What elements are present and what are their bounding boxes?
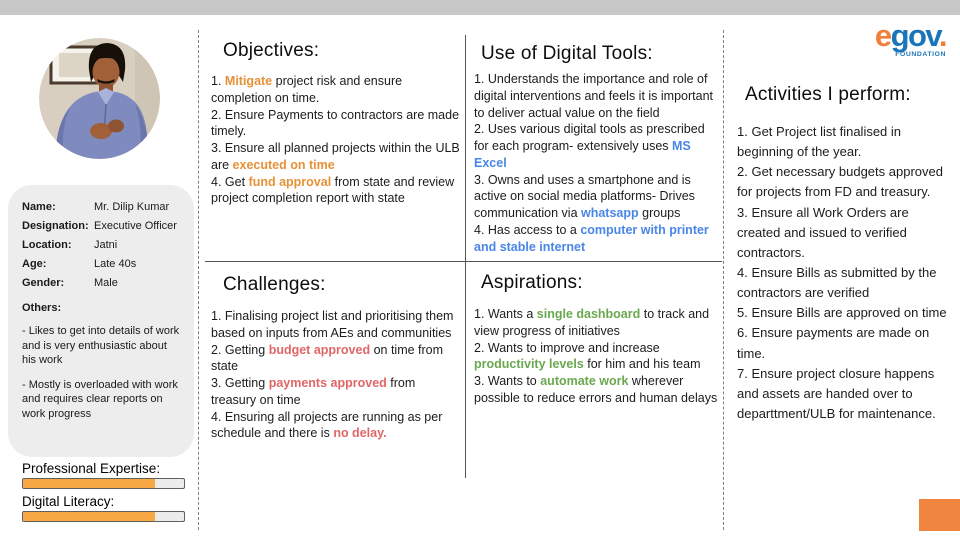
divider-horizontal [205, 261, 722, 262]
divider-solid-center [465, 35, 466, 478]
list-item: 6. Ensure payments are made on time. [737, 325, 930, 361]
list-item: 3. Ensure all Work Orders are created and issued to verified contractors. [737, 204, 909, 260]
activities-list [737, 122, 949, 424]
divider-dashed-left [198, 30, 199, 530]
list-item: 1. Get Project list finalised in beginning of the year. [737, 124, 902, 160]
challenges-list [211, 308, 463, 442]
profile-field-row [22, 201, 180, 213]
digital-tools-section [474, 43, 720, 255]
list-item: 5. Ensure Bills are approved on time [737, 305, 947, 321]
list-item: 4. Has access to a computer with printer and stable internet [474, 222, 709, 254]
others-note-1: - Likes to get into details of work and is very enthusiastic about his work [22, 325, 180, 367]
divider-dashed-right [723, 30, 724, 530]
professional-expertise-label: Professional Expertise: [22, 461, 161, 476]
profile-field-value: Male [94, 277, 118, 289]
professional-expertise-meter [22, 478, 185, 489]
list-item: 3. Owns and uses a smartphone and is active on social media platforms- Drives communication via whatsapp groups [474, 172, 695, 220]
profile-field-value: Jatni [94, 239, 118, 251]
profile-field-value: Mr. Dilip Kumar [94, 201, 170, 213]
list-item: 2. Getting budget approved on time from state [211, 342, 444, 374]
list-item: 2. Ensure Payments to contractors are made timely. [211, 107, 460, 139]
digital-literacy-meter [22, 511, 185, 522]
list-item: 2. Uses various digital tools as prescribed for each program- extensively uses MS Excel [474, 122, 705, 170]
digital-literacy-fill [23, 512, 155, 521]
portrait-illustration [39, 38, 160, 159]
list-item: 4. Get fund approval from state and review project completion report with state [211, 174, 455, 206]
profile-field-value: Late 40s [94, 258, 137, 270]
list-item: 2. Get necessary budgets approved for projects from FD and treasury. [737, 164, 943, 200]
profile-field-label: Designation: [22, 220, 89, 232]
list-item: 4. Ensuring all projects are running as per schedule and there is no delay. [211, 409, 443, 441]
professional-expertise-fill [23, 479, 155, 488]
list-item: 1. Understands the importance and role of digital interventions and feels it is important to deliver actual value on the field [474, 72, 714, 120]
challenges-section [211, 274, 463, 442]
objectives-title: Objectives: [223, 40, 320, 61]
list-item: 7. Ensure project closure happens and assets are handed over to departtment/ULB for maintenance. [737, 365, 936, 421]
others-heading: Others: [22, 302, 62, 314]
profile-field-label: Age: [22, 258, 47, 270]
logo-letter-e: e [874, 18, 891, 53]
profile-field-value: Executive Officer [94, 220, 177, 232]
list-item: 1. Wants a single dashboard to track and view progress of initiatives [474, 307, 710, 338]
digital-literacy-label: Digital Literacy: [22, 494, 115, 509]
list-item: 3. Ensure all planned projects within the ULB are executed on time [211, 141, 460, 172]
skill-meters [22, 461, 192, 527]
portrait-photo [39, 38, 160, 159]
top-gray-strip [0, 0, 960, 15]
logo-letters-gov: gov [890, 18, 939, 53]
profile-field-row [22, 239, 180, 251]
profile-field-label: Location: [22, 239, 72, 251]
list-item: 2. Wants to improve and increase productivity levels for him and his team [474, 340, 701, 372]
objectives-list [211, 73, 461, 207]
activities-section [737, 84, 949, 424]
profile-field-label: Name: [22, 201, 56, 213]
egov-foundation-logo [875, 20, 946, 59]
objectives-section [211, 40, 461, 207]
list-item: 1. Finalising project list and prioritising them based on inputs from AEs and communities [211, 309, 454, 340]
accent-rectangle [919, 499, 960, 531]
profile-fields [22, 201, 180, 289]
aspirations-list [474, 306, 722, 407]
logo-dot: . [938, 18, 946, 53]
profile-field-row [22, 277, 180, 289]
list-item: 1. Mitigate project risk and ensure completion on time. [211, 74, 403, 105]
profile-field-label: Gender: [22, 277, 65, 289]
profile-field-row [22, 258, 180, 270]
profile-card [8, 185, 194, 457]
aspirations-title: Aspirations: [481, 272, 583, 293]
profile-field-row [22, 220, 180, 232]
logo-foundation-text: FOUNDATION [895, 51, 946, 58]
egov-logo-wordmark [875, 20, 946, 51]
others-note-2: - Mostly is overloaded with work and requires clear reports on work progress [22, 378, 178, 420]
list-item: 4. Ensure Bills as submitted by the contractors are verified [737, 264, 937, 301]
list-item: 3. Wants to automate work wherever possible to reduce errors and human delays [474, 374, 718, 405]
activities-title: Activities I perform: [745, 84, 911, 105]
digital-tools-list [474, 71, 720, 255]
aspirations-section [474, 272, 722, 407]
digital-tools-title: Use of Digital Tools: [481, 43, 653, 64]
list-item: 3. Getting payments approved from treasury on time [211, 376, 416, 407]
challenges-title: Challenges: [223, 274, 326, 295]
